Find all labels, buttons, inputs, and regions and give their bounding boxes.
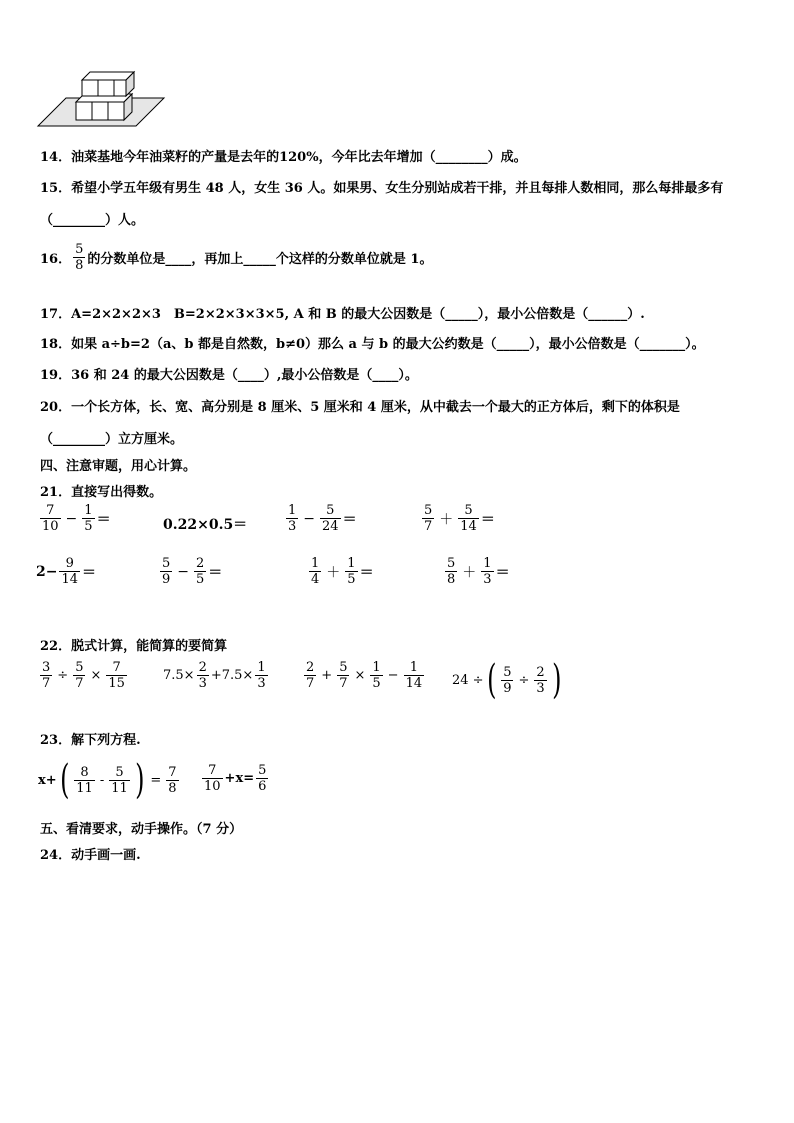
q16-prefix: 16． bbox=[40, 252, 72, 267]
numerator: 5 bbox=[503, 664, 512, 680]
operator: ＋ bbox=[439, 511, 454, 528]
question-19: 19．36 和 24 的最大公因数是（____）,最小公倍数是（____）。 bbox=[40, 368, 418, 383]
numerator: 5 bbox=[424, 503, 433, 518]
operator: − bbox=[65, 510, 78, 527]
numerator: 7 bbox=[46, 503, 55, 518]
operator: ＋ bbox=[326, 564, 341, 581]
numerator: 5 bbox=[162, 556, 171, 571]
equals: = bbox=[150, 772, 162, 788]
denominator: 14 bbox=[460, 519, 477, 534]
question-24: 24．动手画一画. bbox=[40, 848, 141, 863]
q22-expression-2 bbox=[163, 660, 270, 691]
q16-fraction bbox=[73, 242, 85, 273]
operator: − bbox=[387, 668, 399, 683]
equals: ＝ bbox=[342, 511, 357, 528]
question-22-title: 22．脱式计算，能简算的要简算 bbox=[40, 639, 228, 654]
numerator: 7 bbox=[112, 660, 121, 675]
denominator: 11 bbox=[76, 780, 93, 796]
question-18: 18．如果 a÷b=2（a、b 都是自然数，b≠0）那么 a 与 b 的最大公约数是（_____），最小公倍数是（_______）。 bbox=[40, 337, 705, 352]
denominator: 15 bbox=[108, 676, 125, 691]
denominator: 11 bbox=[111, 780, 128, 796]
numerator: 1 bbox=[347, 556, 356, 571]
denominator: 3 bbox=[198, 676, 207, 691]
q21-item-6 bbox=[158, 556, 222, 587]
operator: − bbox=[177, 563, 190, 580]
numerator: 5 bbox=[75, 242, 84, 257]
operator: ÷ bbox=[518, 672, 530, 688]
leading-term: 2− bbox=[36, 563, 58, 580]
middle-term: +7.5× bbox=[210, 668, 254, 683]
leading-term: 7.5× bbox=[163, 668, 195, 683]
numerator: 5 bbox=[447, 556, 456, 571]
q23-equation-2 bbox=[200, 763, 270, 794]
numerator: 1 bbox=[288, 503, 297, 518]
denominator: 24 bbox=[322, 519, 339, 534]
q21-item-5 bbox=[36, 556, 96, 587]
numerator: 2 bbox=[306, 660, 315, 675]
equals: ＝ bbox=[495, 564, 510, 581]
denominator: 8 bbox=[75, 258, 84, 273]
denominator: 10 bbox=[204, 779, 221, 794]
q22-expression-1 bbox=[38, 660, 129, 691]
denominator: 9 bbox=[503, 680, 512, 696]
numerator: 5 bbox=[75, 660, 84, 675]
denominator: 5 bbox=[347, 572, 356, 587]
numerator: 1 bbox=[311, 556, 320, 571]
operator: × bbox=[90, 668, 102, 683]
numerator: 3 bbox=[42, 660, 51, 675]
leading-term: 24 ÷ bbox=[452, 672, 484, 688]
leading-term: x+ bbox=[38, 772, 57, 788]
denominator: 8 bbox=[168, 780, 177, 796]
q22-expression-4: 24 ÷ ( $\frac{5}{9}$ ÷ $\frac{2}{3}$ ) bbox=[452, 657, 562, 703]
denominator: 4 bbox=[311, 572, 320, 587]
denominator: 5 bbox=[84, 519, 93, 534]
q23-equation-1: x+ ( $\frac{8}{11}$ - $\frac{5}{11}$ ) = $\frac{7}{8}$ bbox=[38, 757, 177, 803]
operator: × bbox=[354, 668, 366, 683]
denominator: 7 bbox=[75, 676, 84, 691]
numerator: 2 bbox=[196, 556, 205, 571]
denominator: 7 bbox=[339, 676, 348, 691]
equals: ＝ bbox=[480, 511, 495, 528]
operator: ÷ bbox=[57, 668, 69, 683]
equals: ＝ bbox=[82, 564, 97, 581]
operator: − bbox=[303, 510, 316, 527]
denominator: 14 bbox=[405, 676, 423, 691]
denominator: 3 bbox=[288, 519, 297, 534]
operator: - bbox=[99, 772, 105, 788]
question-16 bbox=[40, 242, 432, 273]
denominator: 7 bbox=[42, 676, 51, 691]
numerator: 8 bbox=[80, 764, 89, 780]
q22-expression-3 bbox=[302, 660, 426, 691]
section-5-heading: 五、看清要求，动手操作。（7 分） bbox=[40, 822, 243, 837]
equals: ＝ bbox=[208, 564, 223, 581]
denominator: 7 bbox=[306, 676, 315, 691]
denominator: 9 bbox=[162, 572, 171, 587]
denominator: 10 bbox=[42, 519, 59, 534]
operator: ＋ bbox=[462, 564, 477, 581]
question-23-title: 23．解下列方程. bbox=[40, 733, 141, 748]
numerator: 1 bbox=[409, 660, 418, 675]
numerator: 9 bbox=[65, 556, 74, 571]
numerator: 1 bbox=[372, 660, 381, 675]
question-15-line2: （________）人。 bbox=[40, 213, 145, 228]
denominator: 3 bbox=[257, 676, 266, 691]
question-15-line1: 15．希望小学五年级有男生 48 人，女生 36 人。如果男、女生分别站成若干排，并且每排人数相同，那么每排最多有 bbox=[40, 181, 724, 196]
expression: 0.22×0.5＝ bbox=[163, 517, 248, 533]
question-14: 14．油菜基地今年油菜籽的产量是去年的120%，今年比去年增加（________）成。 bbox=[40, 150, 527, 165]
numerator: 5 bbox=[115, 764, 124, 780]
numerator: 1 bbox=[257, 660, 266, 675]
denominator: 5 bbox=[372, 676, 381, 691]
numerator: 5 bbox=[258, 763, 267, 778]
numerator: 2 bbox=[536, 664, 545, 680]
q16-suffix: 的分数单位是____，再加上_____个这样的分数单位就是 1。 bbox=[87, 252, 433, 267]
section-4-heading: 四、注意审题，用心计算。 bbox=[40, 459, 197, 474]
q21-item-4 bbox=[420, 503, 495, 534]
denominator: 7 bbox=[424, 519, 433, 534]
operator: + bbox=[321, 668, 333, 683]
numerator: 5 bbox=[464, 503, 473, 518]
denominator: 14 bbox=[61, 572, 79, 587]
q21-item-3 bbox=[284, 503, 357, 534]
q21-item-7 bbox=[307, 556, 374, 587]
middle-term: +x= bbox=[224, 771, 255, 786]
numerator: 5 bbox=[326, 503, 335, 518]
q21-item-8 bbox=[443, 556, 510, 587]
numerator: 5 bbox=[339, 660, 348, 675]
question-20-line1: 20．一个长方体，长、宽、高分别是 8 厘米、5 厘米和 4 厘米，从中截去一个最大的正方体后，剩下的体积是 bbox=[40, 400, 680, 415]
equals: ＝ bbox=[96, 511, 111, 528]
numerator: 1 bbox=[84, 503, 93, 518]
cube-figure bbox=[36, 68, 166, 130]
question-20-line2: （________）立方厘米。 bbox=[40, 432, 184, 447]
numerator: 7 bbox=[168, 764, 177, 780]
equals: ＝ bbox=[359, 564, 374, 581]
denominator: 3 bbox=[536, 680, 545, 696]
numerator: 1 bbox=[483, 556, 492, 571]
q21-item-1 bbox=[38, 503, 111, 534]
numerator: 2 bbox=[198, 660, 207, 675]
question-21-title: 21．直接写出得数。 bbox=[40, 485, 163, 500]
denominator: 6 bbox=[258, 779, 267, 794]
question-17: 17．A=2×2×2×3 B=2×2×3×3×5, A 和 B 的最大公因数是（_____），最小公倍数是（______）. bbox=[40, 307, 645, 322]
denominator: 5 bbox=[196, 572, 205, 587]
denominator: 3 bbox=[483, 572, 492, 587]
q21-item-2 bbox=[163, 514, 247, 534]
denominator: 8 bbox=[447, 572, 456, 587]
numerator: 7 bbox=[208, 763, 217, 778]
